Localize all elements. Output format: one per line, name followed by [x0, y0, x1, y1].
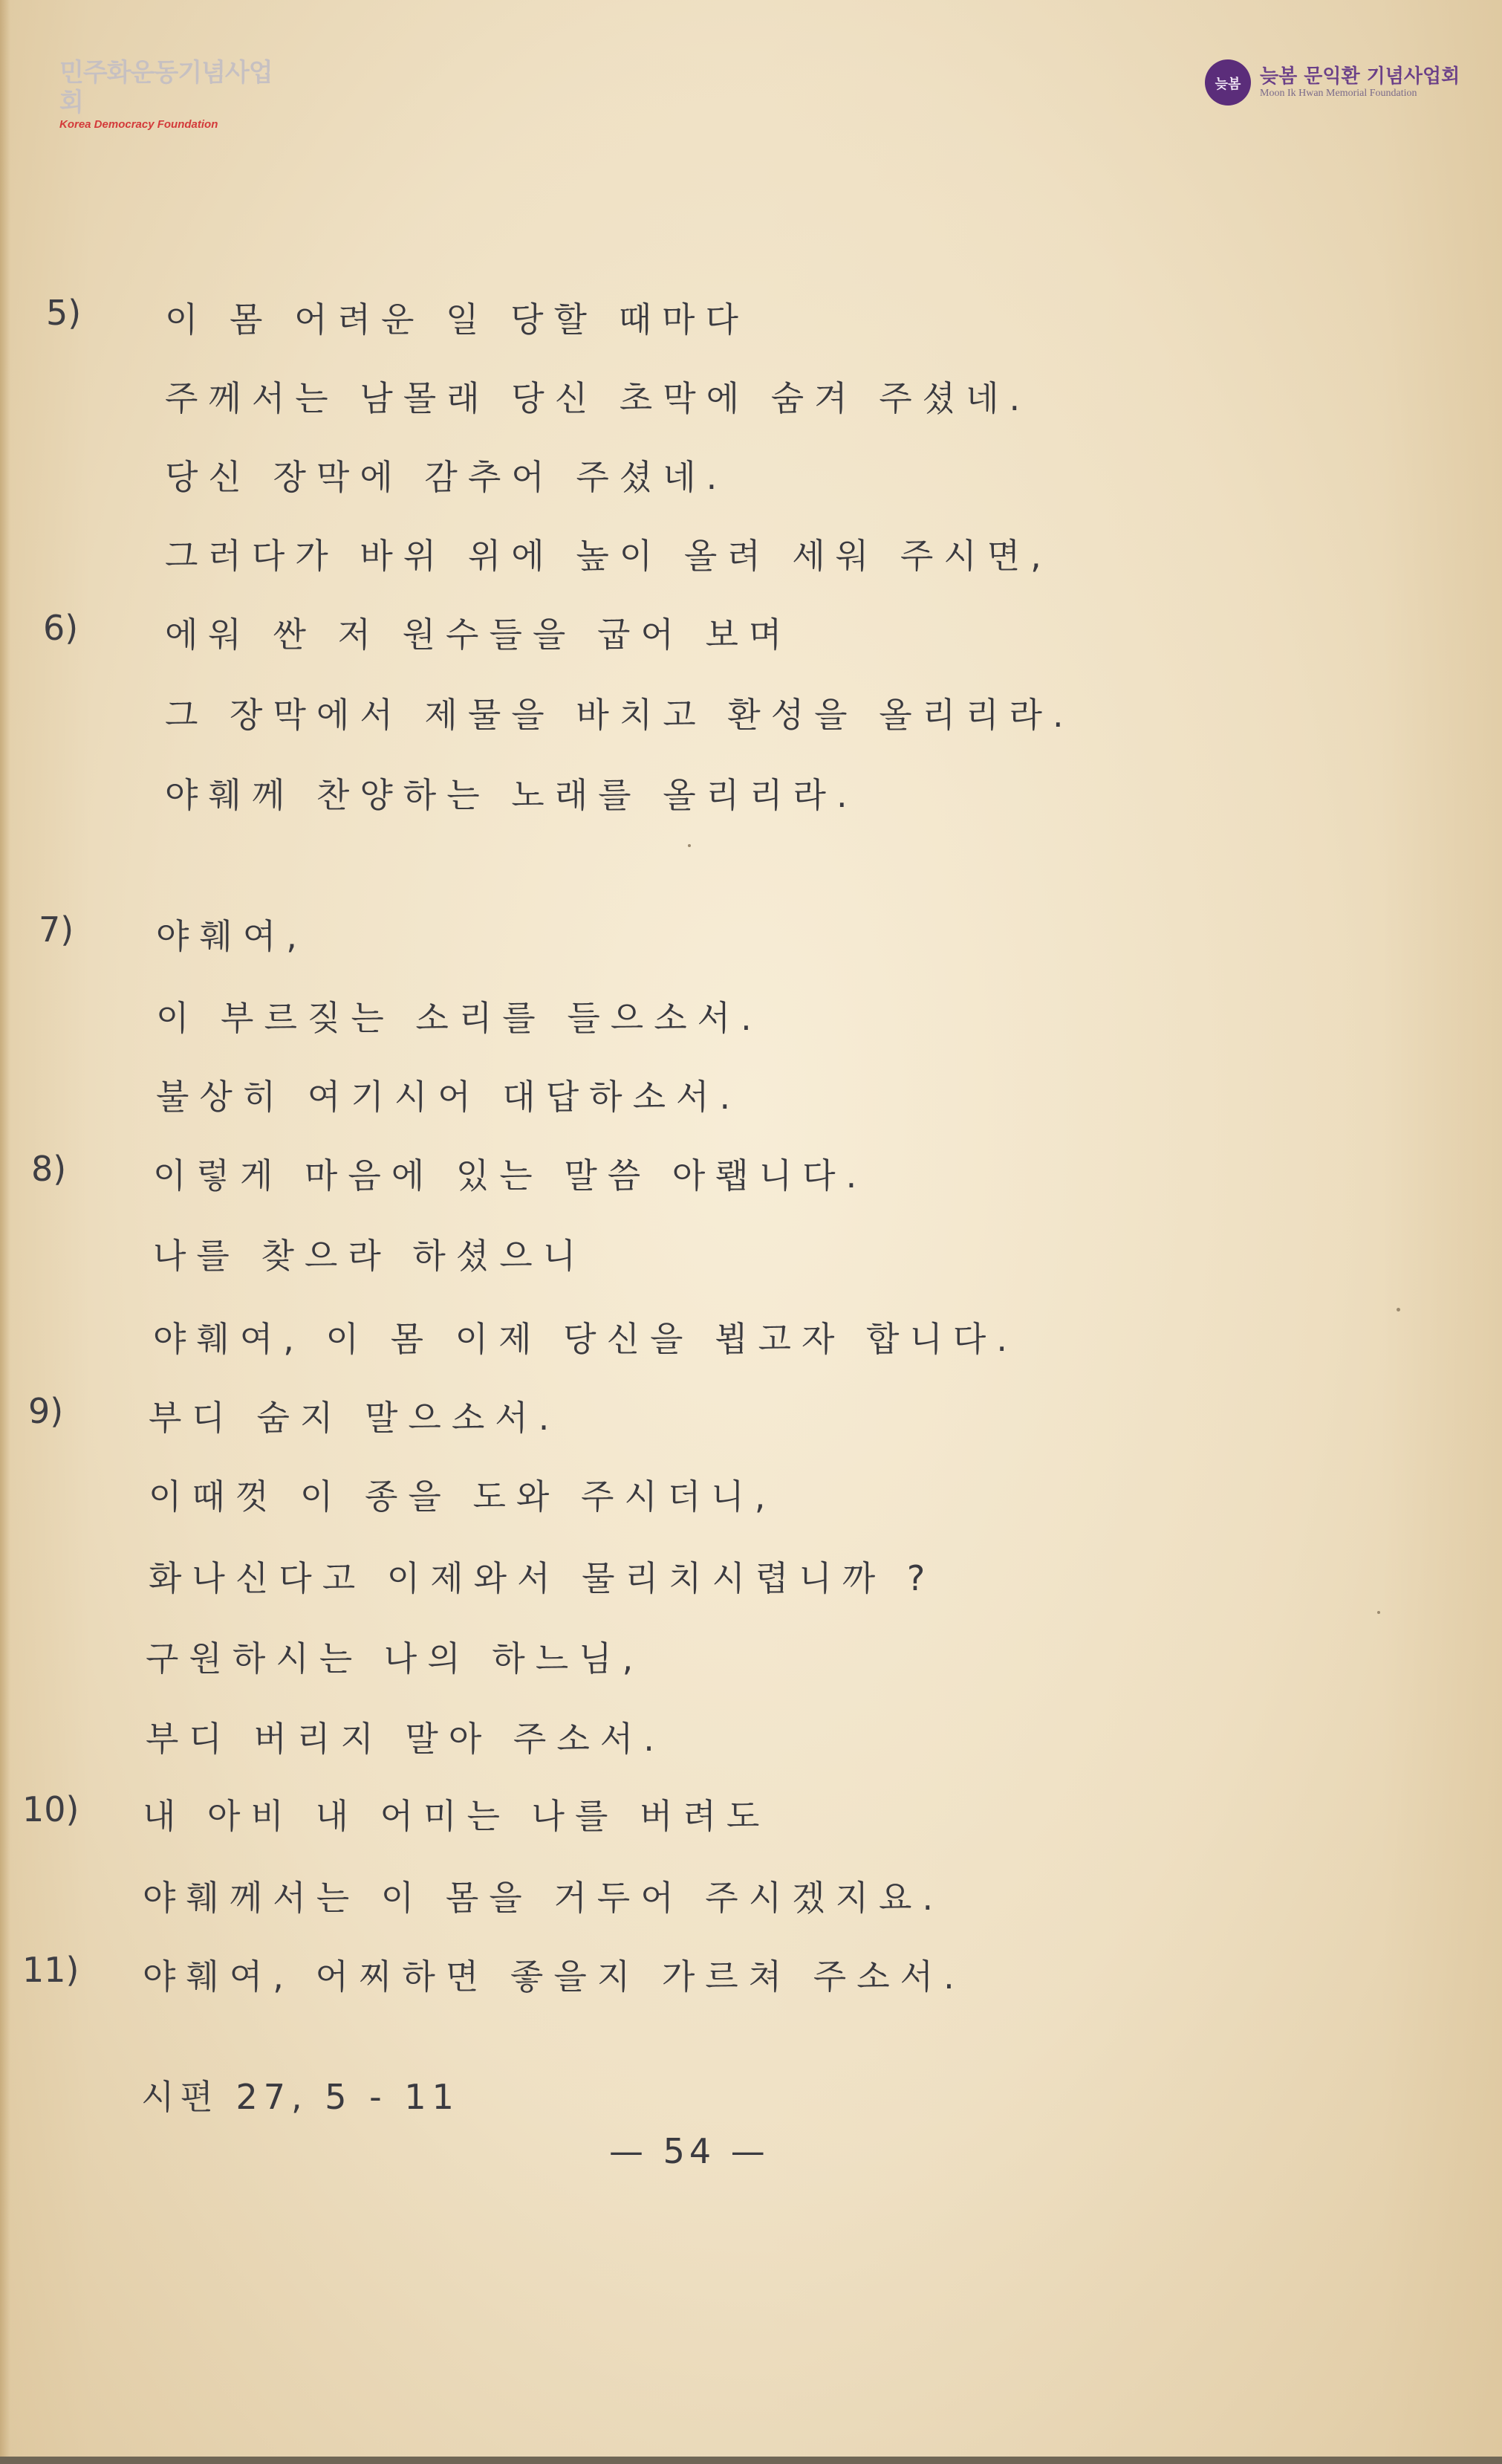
verse-line: 에워 싼 저 원수들을 굽어 보며 [165, 615, 793, 655]
verse-line: 당신 장막에 감추어 주셨네. [165, 457, 728, 497]
verse-line: 부디 숨지 말으소서. [149, 1398, 560, 1438]
verse-line: 그러다가 바위 위에 높이 올려 세워 주시면, [165, 536, 1052, 576]
seal-text: 늦봄 [1215, 77, 1241, 92]
verse-number: 8) [31, 1149, 67, 1189]
verse-number: 11) [22, 1950, 79, 1990]
verse-line: 그 장막에서 제물을 바치고 환성을 올리리라. [165, 695, 1074, 735]
verse-line: 내 아비 내 어미는 나를 버려도 [143, 1796, 770, 1836]
page-number: — 54 — [609, 2131, 770, 2171]
paper-speck [1397, 1308, 1400, 1312]
verse-number: 6) [43, 608, 79, 648]
right-logo-english: Moon Ik Hwan Memorial Foundation [1260, 88, 1417, 99]
scripture-citation: 시편 27, 5 - 11 [141, 2077, 460, 2117]
verse-number: 10) [22, 1789, 79, 1829]
verse-line: 주께서는 남몰래 당신 초막에 숨겨 주셨네. [165, 378, 1031, 418]
verse-line: 이 몸 어려운 일 당할 때마다 [165, 299, 749, 340]
verse-line: 부디 버리지 말아 주소서. [146, 1719, 665, 1759]
verse-line: 야훼여, 이 몸 이제 당신을 뵙고자 합니다. [153, 1319, 1018, 1359]
verse-line: 불상히 여기시어 대답하소서. [156, 1077, 741, 1117]
verse-line: 이 부르짖는 소리를 들으소서. [156, 998, 762, 1038]
right-logo-korean: 늦봄 문익환 기념사업회 [1260, 65, 1460, 88]
left-logo-korean: 민주화운동기념사업회 [59, 58, 273, 117]
verse-line: 야훼께서는 이 몸을 거두어 주시겠지요. [143, 1878, 944, 1918]
paper-speck [1377, 1611, 1380, 1614]
verse-line: 화나신다고 이제와서 물리치시렵니까 ? [149, 1558, 936, 1598]
left-logo-english: Korea Democracy Foundation [59, 118, 218, 131]
verse-line: 야훼여, 어찌하면 좋을지 가르쳐 주소서. [143, 1956, 965, 1997]
verse-line: 야훼께 찬양하는 노래를 올리리라. [165, 775, 858, 815]
verse-number: 7) [39, 910, 74, 950]
paper-speck [688, 844, 691, 847]
verse-line: 구원하시는 나의 하느님, [146, 1638, 644, 1679]
verse-line: 이렇게 마음에 있는 말씀 아뢥니다. [153, 1155, 868, 1196]
verse-line: 야훼여, [156, 916, 308, 956]
verse-number: 5) [46, 293, 82, 333]
verse-line: 이때껏 이 종을 도와 주시더니, [149, 1476, 776, 1517]
verse-line: 나를 찾으라 하셨으니 [153, 1236, 587, 1276]
verse-number: 9) [28, 1391, 64, 1431]
